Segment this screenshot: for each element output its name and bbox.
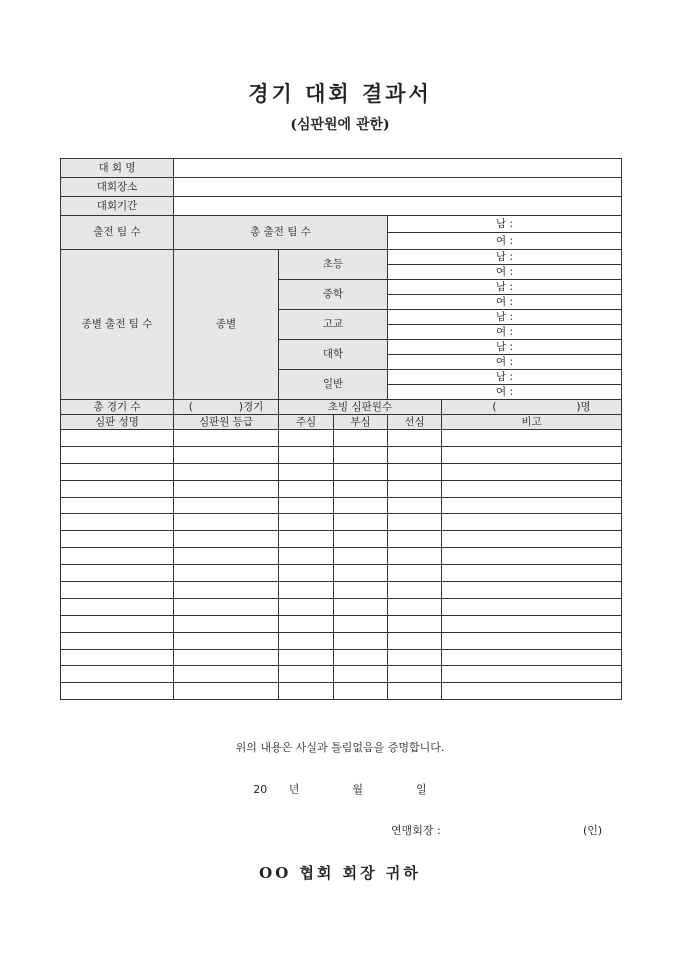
roster-row (61, 582, 622, 599)
recipient-line: OO 협회 회장 귀하 (259, 864, 421, 882)
roster-cell[interactable] (174, 480, 279, 497)
event-name-field[interactable] (174, 159, 622, 178)
roster-cell[interactable] (334, 582, 388, 599)
teams-label: 출전 팀 수 (61, 216, 174, 250)
roster-cell[interactable] (279, 480, 334, 497)
roster-cell[interactable] (442, 463, 622, 480)
event-name-label: 대 회 명 (61, 159, 174, 178)
roster-cell[interactable] (61, 615, 174, 632)
roster-cell[interactable] (279, 497, 334, 514)
date-day-unit: 일 (416, 783, 427, 796)
roster-cell[interactable] (279, 514, 334, 531)
category-female-field[interactable]: 여 : (388, 385, 622, 400)
roster-cell[interactable] (388, 430, 442, 447)
roster-cell[interactable] (61, 632, 174, 649)
roster-cell[interactable] (442, 649, 622, 666)
signature-label: 연맹회장 : (391, 824, 441, 837)
roster-cell[interactable] (279, 565, 334, 582)
roster-cell[interactable] (174, 615, 279, 632)
roster-cell[interactable] (388, 649, 442, 666)
roster-cell[interactable] (279, 598, 334, 615)
venue-label: 대회장소 (61, 178, 174, 197)
roster-row (61, 683, 622, 700)
roster-cell[interactable] (279, 446, 334, 463)
roster-row (61, 446, 622, 463)
roster-cell[interactable] (442, 666, 622, 683)
roster-row (61, 430, 622, 447)
roster-row (61, 565, 622, 582)
category-name: 일반 (279, 370, 388, 400)
document-title: 경기 대회 결과서 (248, 81, 432, 106)
roster-cell[interactable] (61, 430, 174, 447)
roster-cell[interactable] (334, 632, 388, 649)
roster-cell[interactable] (334, 649, 388, 666)
roster-cell[interactable] (442, 548, 622, 565)
roster-cell[interactable] (174, 514, 279, 531)
roster-cell[interactable] (442, 632, 622, 649)
roster-cell[interactable] (279, 548, 334, 565)
period-field[interactable] (174, 197, 622, 216)
roster-cell[interactable] (388, 514, 442, 531)
category-male-field[interactable]: 남 : (388, 280, 622, 295)
certification-text: 위의 내용은 사실과 틀림없음을 증명합니다. (235, 741, 445, 754)
roster-cell[interactable] (279, 632, 334, 649)
roster-row (61, 649, 622, 666)
roster-cell[interactable] (334, 548, 388, 565)
roster-cell[interactable] (61, 565, 174, 582)
category-name: 중학 (279, 280, 388, 310)
roster-row (61, 463, 622, 480)
total-games-label: 총 경기 수 (61, 400, 174, 415)
roster-cell[interactable] (279, 615, 334, 632)
category-name: 초등 (279, 250, 388, 280)
date-line (0, 781, 680, 797)
roster-cell[interactable] (334, 514, 388, 531)
roster-row (61, 548, 622, 565)
roster-cell[interactable] (388, 565, 442, 582)
seal-mark: (인) (583, 824, 603, 837)
roster-cell[interactable] (442, 598, 622, 615)
roster-cell[interactable] (279, 531, 334, 548)
roster-cell[interactable] (174, 430, 279, 447)
roster-cell[interactable] (61, 598, 174, 615)
roster-cell[interactable] (442, 582, 622, 599)
total-male-field[interactable]: 남 : (388, 216, 622, 233)
total-female-field[interactable]: 여 : (388, 233, 622, 250)
roster-cell[interactable] (61, 514, 174, 531)
roster-cell[interactable] (334, 565, 388, 582)
category-name: 대학 (279, 340, 388, 370)
roster-cell[interactable] (388, 531, 442, 548)
roster-cell[interactable] (61, 649, 174, 666)
roster-cell[interactable] (174, 598, 279, 615)
roster-header-name: 심판 성명 (61, 415, 174, 430)
roster-cell[interactable] (388, 632, 442, 649)
date-month-unit: 월 (352, 783, 364, 796)
result-form-table (60, 158, 622, 700)
roster-cell[interactable] (388, 497, 442, 514)
games-suffix: )경기 (238, 400, 264, 413)
roster-cell[interactable] (442, 480, 622, 497)
paren-open: ( (188, 400, 193, 413)
roster-cell[interactable] (61, 683, 174, 700)
roster-cell[interactable] (388, 582, 442, 599)
roster-cell[interactable] (334, 430, 388, 447)
roster-cell[interactable] (174, 632, 279, 649)
invited-referees-label: 초빙 심판원수 (279, 400, 442, 415)
category-name: 고교 (279, 310, 388, 340)
category-male-field[interactable]: 남 : (388, 370, 622, 385)
roster-cell[interactable] (174, 666, 279, 683)
document-subtitle: (심판원에 관한) (290, 117, 390, 133)
roster-cell[interactable] (279, 649, 334, 666)
roster-row (61, 598, 622, 615)
roster-cell[interactable] (442, 565, 622, 582)
roster-cell[interactable] (388, 598, 442, 615)
roster-cell[interactable] (442, 514, 622, 531)
total-teams-label: 총 출전 팀 수 (174, 216, 388, 250)
roster-cell[interactable] (388, 480, 442, 497)
roster-header-referee: 주심 (279, 415, 334, 430)
roster-cell[interactable] (334, 683, 388, 700)
roster-cell[interactable] (334, 480, 388, 497)
roster-cell[interactable] (388, 615, 442, 632)
roster-header-grade: 심판원 등급 (174, 415, 279, 430)
roster-cell[interactable] (334, 598, 388, 615)
roster-cell[interactable] (174, 548, 279, 565)
roster-cell[interactable] (279, 463, 334, 480)
roster-cell[interactable] (388, 463, 442, 480)
roster-cell[interactable] (442, 683, 622, 700)
roster-cell[interactable] (388, 548, 442, 565)
roster-row (61, 480, 622, 497)
date-year[interactable]: 20 (253, 783, 268, 796)
total-games-field[interactable] (174, 400, 279, 415)
roster-cell[interactable] (61, 480, 174, 497)
roster-cell[interactable] (442, 446, 622, 463)
roster-row (61, 632, 622, 649)
roster-cell[interactable] (174, 565, 279, 582)
period-label: 대회기간 (61, 197, 174, 216)
people-suffix: )명 (576, 400, 591, 413)
category-female-field[interactable]: 여 : (388, 265, 622, 280)
roster-cell[interactable] (334, 615, 388, 632)
roster-cell[interactable] (61, 446, 174, 463)
paren-open: ( (492, 400, 497, 413)
roster-cell[interactable] (174, 463, 279, 480)
roster-row (61, 514, 622, 531)
roster-header-linesman: 선심 (388, 415, 442, 430)
roster-row (61, 615, 622, 632)
date-year-unit: 년 (288, 783, 300, 796)
roster-cell[interactable] (61, 666, 174, 683)
category-male-field[interactable]: 남 : (388, 340, 622, 355)
roster-cell[interactable] (334, 666, 388, 683)
roster-cell[interactable] (334, 446, 388, 463)
roster-cell[interactable] (61, 497, 174, 514)
roster-row (61, 531, 622, 548)
category-female-field[interactable]: 여 : (388, 355, 622, 370)
roster-cell[interactable] (388, 666, 442, 683)
roster-header-remarks: 비고 (442, 415, 622, 430)
roster-header-assistant: 부심 (334, 415, 388, 430)
roster-cell[interactable] (442, 615, 622, 632)
teams-by-category-label: 종별 출전 팀 수 (61, 250, 174, 400)
roster-cell[interactable] (442, 531, 622, 548)
roster-cell[interactable] (442, 497, 622, 514)
roster-cell[interactable] (61, 582, 174, 599)
roster-cell[interactable] (174, 531, 279, 548)
roster-cell[interactable] (442, 430, 622, 447)
roster-cell[interactable] (174, 649, 279, 666)
roster-cell[interactable] (279, 666, 334, 683)
roster-cell[interactable] (388, 683, 442, 700)
roster-row (61, 666, 622, 683)
roster-cell[interactable] (334, 497, 388, 514)
roster-cell[interactable] (174, 497, 279, 514)
roster-cell[interactable] (334, 463, 388, 480)
roster-cell[interactable] (174, 446, 279, 463)
invited-referees-field[interactable] (442, 400, 622, 415)
category-female-field[interactable]: 여 : (388, 325, 622, 340)
roster-cell[interactable] (174, 582, 279, 599)
category-male-field[interactable]: 남 : (388, 250, 622, 265)
roster-row (61, 497, 622, 514)
category-female-field[interactable]: 여 : (388, 295, 622, 310)
roster-cell[interactable] (61, 548, 174, 565)
roster-cell[interactable] (279, 430, 334, 447)
roster-cell[interactable] (334, 531, 388, 548)
roster-cell[interactable] (61, 463, 174, 480)
roster-cell[interactable] (388, 446, 442, 463)
roster-cell[interactable] (279, 683, 334, 700)
roster-cell[interactable] (174, 683, 279, 700)
venue-field[interactable] (174, 178, 622, 197)
category-male-field[interactable]: 남 : (388, 310, 622, 325)
roster-cell[interactable] (279, 582, 334, 599)
category-label: 종별 (174, 250, 279, 400)
roster-cell[interactable] (61, 531, 174, 548)
